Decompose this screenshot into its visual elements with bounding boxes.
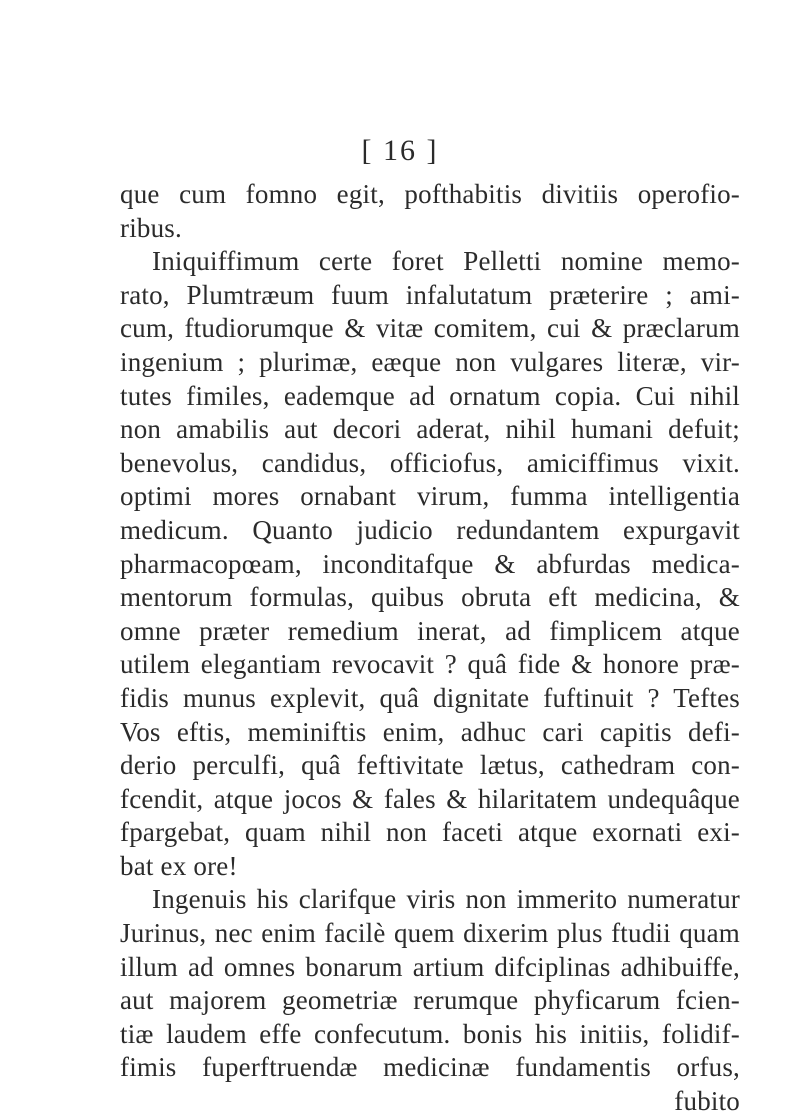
text-line: optimi mores ornabant virum, fumma intelligentia	[120, 481, 740, 512]
text-line: mentorum formulas, quibus obruta eft medicina, &	[120, 582, 740, 613]
text-line: fimis fuperftruendæ medicinæ fundamentis orfus,	[120, 1052, 740, 1083]
text-line: benevolus, candidus, officiofus, amiciffimus vixit.	[120, 447, 740, 478]
text-line: fcendit, atque jocos & fales & hilaritatem undequâque	[120, 783, 740, 814]
text-line: pharmacopœam, inconditafque & abfurdas medica-	[120, 548, 740, 579]
text-line: medicum. Quanto judicio redundantem expurgavit	[120, 514, 740, 545]
body-text	[120, 178, 740, 1119]
text-line: cum, ftudiorumque & vitæ comitem, cui & præclarum	[120, 313, 740, 344]
text-line: omne præter remedium inerat, ad fimplicem atque	[120, 615, 740, 646]
text-line: bat ex ore!	[120, 850, 238, 881]
text-line: Vos eftis, meminiftis enim, adhuc cari capitis defi-	[120, 716, 740, 747]
text-line: Iniquiffimum certe foret Pelletti nomine memo-	[152, 246, 740, 277]
text-line: ribus.	[120, 212, 182, 243]
text-line: fidis munus explevit, quâ dignitate fuftinuit ? Teftes	[120, 682, 740, 713]
text-line: utilem elegantiam revocavit ? quâ fide & honore præ-	[120, 649, 740, 680]
text-line: aut majorem geometriæ rerumque phyficarum fcien-	[120, 985, 740, 1016]
text-line: Ingenuis his clarifque viris non immerito numeratur	[152, 884, 740, 915]
text-line: ingenium ; plurimæ, eæque non vulgares literæ, vir-	[120, 346, 740, 377]
text-line: rato, Plumtræum fuum infalutatum præterire ; ami-	[120, 279, 740, 310]
text-line: fubito	[674, 1086, 740, 1117]
text-line: non amabilis aut decori aderat, nihil humani defuit;	[120, 414, 740, 445]
text-line: fpargebat, quam nihil non faceti atque exornati exi-	[120, 817, 740, 848]
text-line: tutes fimiles, eademque ad ornatum copia. Cui nihil	[120, 380, 740, 411]
text-line: illum ad omnes bonarum artium difciplinas adhibuiffe,	[120, 951, 740, 982]
text-line: Jurinus, nec enim facilè quem dixerim plus ftudii quam	[120, 918, 740, 949]
text-line: tiæ laudem effe confecutum. bonis his initiis, folidif-	[120, 1018, 740, 1049]
text-line: derio perculfi, quâ feftivitate lætus, cathedram con-	[120, 750, 740, 781]
text-line: que cum fomno egit, pofthabitis divitiis operofio-	[120, 179, 740, 209]
page-number-header: [ 16 ]	[361, 134, 439, 167]
